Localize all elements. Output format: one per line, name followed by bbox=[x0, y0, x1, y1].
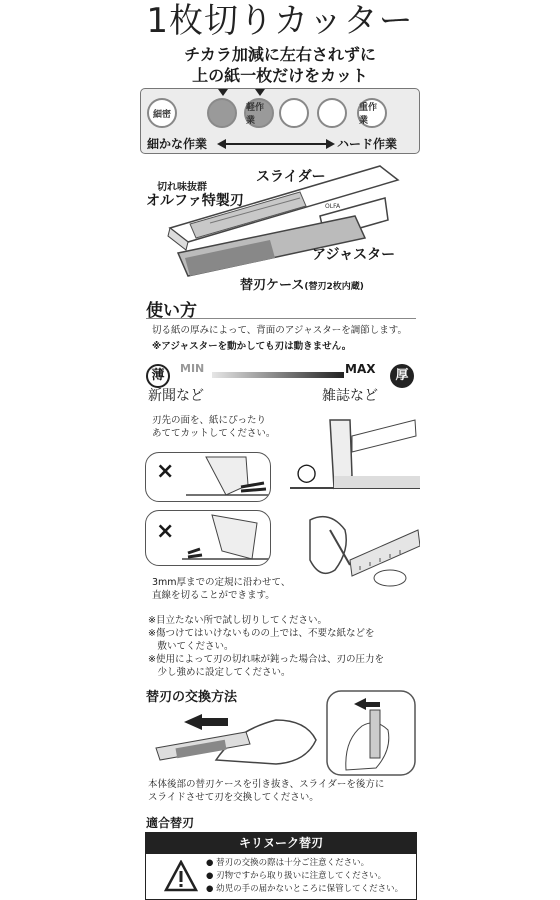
adjuster-label: アジャスター bbox=[312, 247, 396, 263]
subtitle-line-1: チカラ加減に左右されずに bbox=[184, 45, 376, 64]
ok-mark: ○ bbox=[296, 458, 317, 486]
thick-badge: 厚 bbox=[390, 364, 414, 388]
pointer-arrow-icon bbox=[218, 89, 228, 96]
blade-name-bar: キリヌーク替刃 bbox=[145, 832, 417, 854]
gauge-circle: 細密 bbox=[147, 98, 177, 128]
subtitle bbox=[0, 44, 560, 86]
ng-panel-2 bbox=[145, 510, 271, 566]
replace-detail-illustration bbox=[326, 690, 416, 776]
notes-list bbox=[148, 614, 420, 679]
replace-illustration bbox=[146, 700, 326, 772]
warning-list bbox=[206, 857, 403, 896]
pressure-gauge bbox=[140, 88, 420, 154]
pointer-arrow-icon bbox=[255, 89, 265, 96]
ok-blade-diagram bbox=[290, 416, 420, 500]
replace-heading: 替刃の交換方法 bbox=[146, 690, 238, 705]
usage-line-2: ※アジャスターを動かしても刃は動きません。 bbox=[152, 341, 352, 352]
gauge-right-label: ハード作業 bbox=[337, 137, 398, 151]
tip-ruler: 3mm厚までの定規に沿わせて、 直線を切ることができます。 bbox=[152, 577, 291, 601]
replace-text-line-2: スライドさせて刃を交換してください。 bbox=[148, 792, 319, 803]
case-label-main: 替刃ケース bbox=[240, 278, 305, 293]
warning-line: ● 幼児の手の届かないところに保管してください。 bbox=[206, 884, 404, 894]
ng-panel-1 bbox=[145, 452, 271, 502]
thin-example: 新聞など bbox=[148, 388, 204, 404]
note-line: ※使用によって刃の切れ味が鈍った場合は、刃の圧力を bbox=[148, 654, 384, 665]
usage-line-1: 切る紙の厚みによって、背面のアジャスターを調節します。 bbox=[152, 325, 407, 336]
thick-example: 雑誌など bbox=[322, 388, 378, 404]
thin-badge: 薄 bbox=[146, 364, 170, 388]
ng-mark: × bbox=[156, 519, 175, 544]
tagline-label: 切れ味抜群 bbox=[157, 182, 207, 193]
case-label-note: (替刃2枚内蔵) bbox=[304, 282, 364, 292]
divider bbox=[146, 318, 416, 319]
gauge-circle: 軽作業 bbox=[244, 98, 274, 128]
thickness-bar bbox=[212, 372, 344, 378]
warning-line: ● 刃物ですから取り扱いに注意してください。 bbox=[206, 871, 387, 881]
gauge-circle bbox=[207, 98, 237, 128]
replace-text bbox=[148, 778, 420, 804]
case-label bbox=[240, 274, 364, 293]
note-line: 敷いてください。 bbox=[148, 641, 234, 652]
warning-line: ● 替刃の交換の際は十分ご注意ください。 bbox=[206, 858, 370, 868]
min-label: MIN bbox=[180, 362, 205, 375]
double-arrow-icon bbox=[217, 137, 335, 151]
ng-mark: × bbox=[156, 459, 175, 484]
compatible-heading: 適合替刃 bbox=[146, 816, 195, 830]
page-title: 1枚切りカッター bbox=[146, 1, 414, 41]
gauge-circle bbox=[279, 98, 309, 128]
blade-angle-diagram bbox=[186, 455, 270, 501]
subtitle-line-2: 上の紙一枚だけをカット bbox=[192, 66, 368, 85]
brand-logo: OLFA bbox=[325, 203, 341, 210]
gauge-circle: 重作業 bbox=[357, 98, 387, 128]
gauge-left-label: 細かな作業 bbox=[147, 137, 208, 151]
warning-icon bbox=[164, 860, 198, 892]
replace-text-line-1: 本体後部の替刃ケースを引き抜き、スライダーを後方に bbox=[148, 779, 385, 790]
blade-angle-diagram bbox=[182, 513, 270, 565]
max-label: MAX bbox=[345, 362, 376, 376]
note-line: ※傷つけてはいけないものの上では、不要な紙などを bbox=[148, 628, 375, 639]
warning-box bbox=[145, 854, 417, 900]
note-line: 少し強めに設定してください。 bbox=[148, 667, 291, 678]
tip-flat: 刃先の面を、紙にぴったり あててカットしてください。 bbox=[152, 415, 276, 439]
slider-label: スライダー bbox=[256, 169, 326, 185]
usage-heading: 使い方 bbox=[146, 301, 197, 321]
gauge-circle bbox=[317, 98, 347, 128]
note-line: ※目立たない所で試し切りしてください。 bbox=[148, 615, 327, 626]
blade-label: オルファ特製刃 bbox=[146, 193, 244, 209]
